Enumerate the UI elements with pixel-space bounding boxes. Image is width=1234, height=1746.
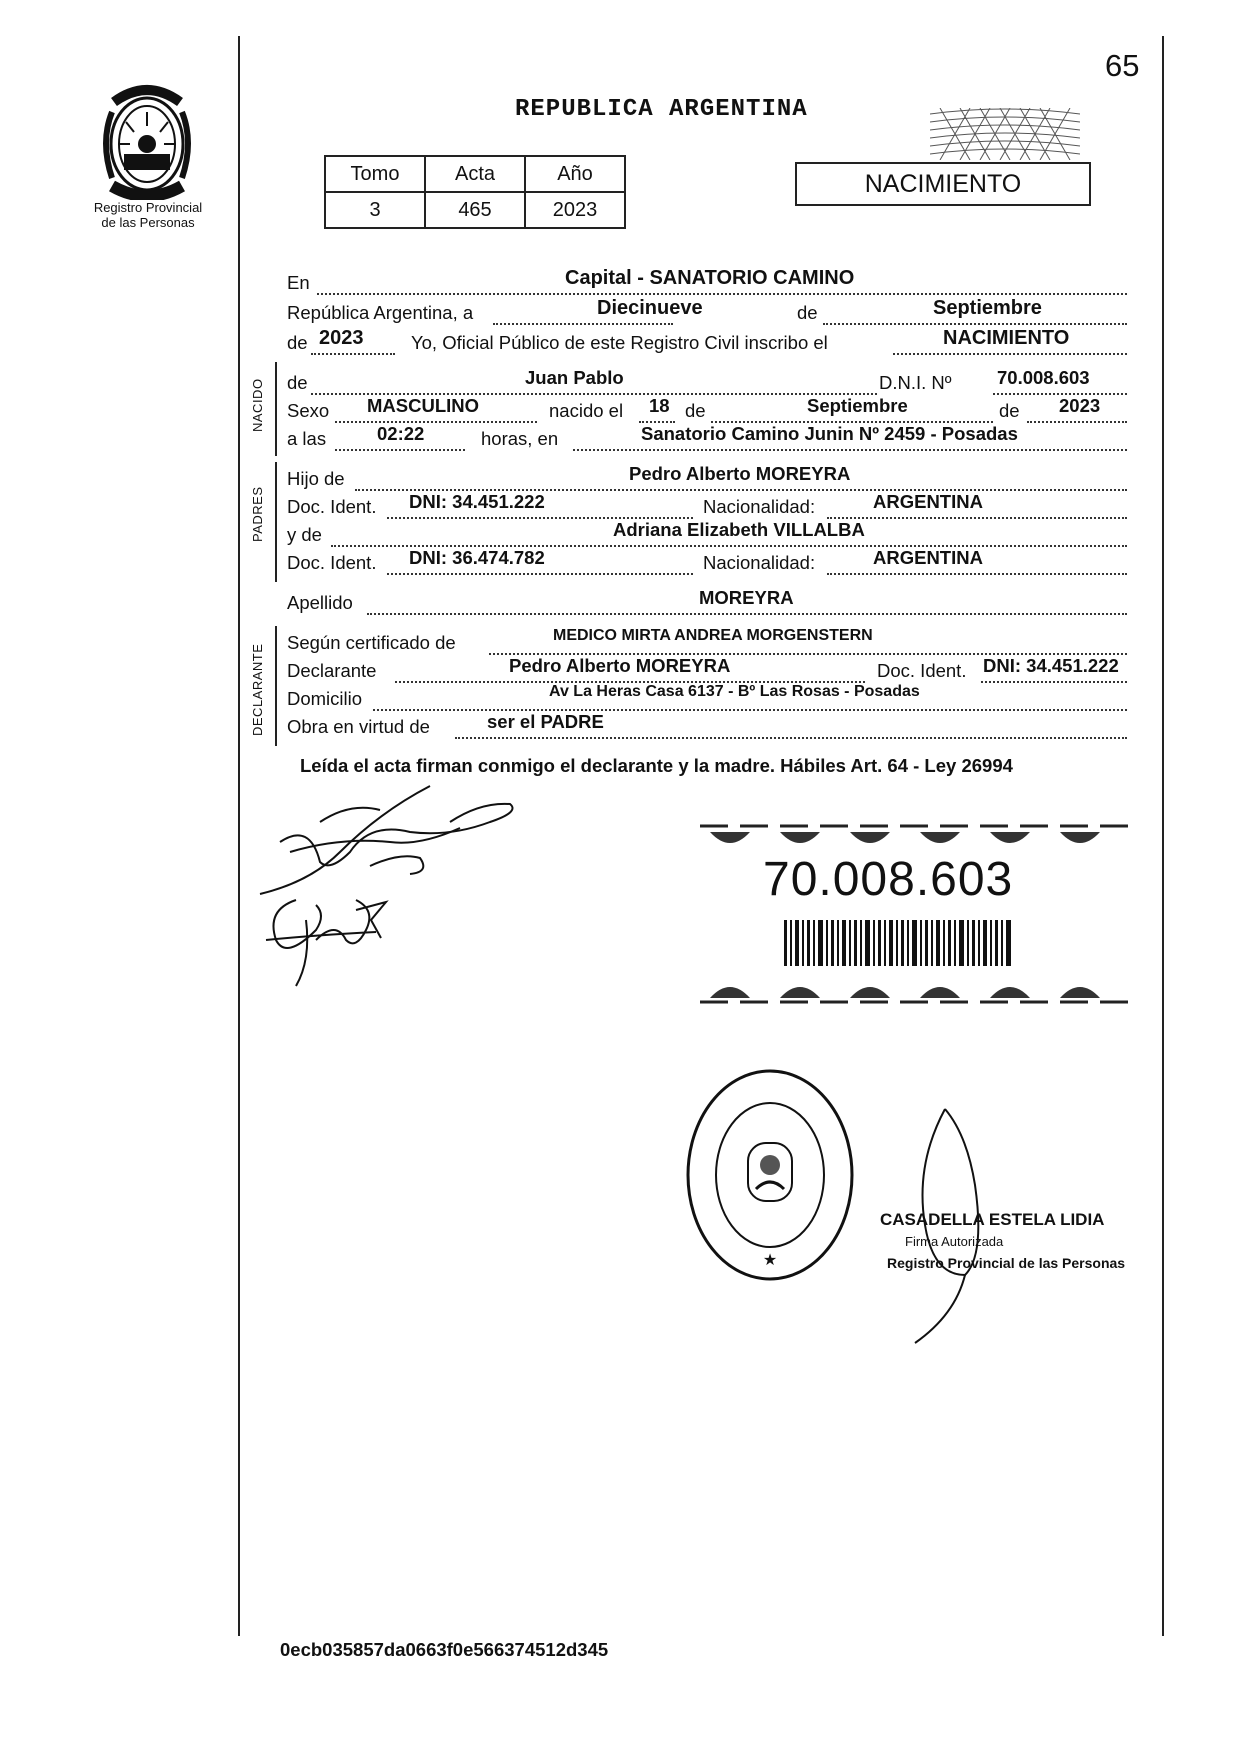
right-margin-line: [1162, 36, 1164, 1636]
a-las-label: a las: [287, 428, 327, 449]
anio-value: 2023: [525, 192, 625, 228]
document-title: REPUBLICA ARGENTINA: [515, 96, 808, 123]
registry-label-line2: de las Personas: [101, 215, 195, 230]
year-prefix-label: de: [287, 332, 308, 353]
de-label: de: [797, 302, 818, 323]
padres-section-label: PADRES: [250, 486, 265, 542]
anio-header: Año: [525, 156, 625, 192]
declarante-value: Pedro Alberto MOREYRA: [509, 655, 731, 676]
dni-label: D.N.I. Nº: [879, 372, 952, 393]
svg-text:★: ★: [762, 1252, 778, 1269]
birth-de-label: de: [685, 400, 706, 421]
misiones-seal-icon: [92, 82, 202, 200]
dni-value: 70.008.603: [997, 367, 1090, 388]
birth-year-value: 2023: [1059, 395, 1101, 416]
certificado-label: Según certificado de: [287, 632, 456, 653]
declarante-section-label: DECLARANTE: [250, 643, 265, 736]
birth-day-value: 18: [649, 395, 670, 416]
oficial-label: Yo, Oficial Público de este Registro Civil inscribo el: [411, 332, 828, 353]
signature-madre: [256, 880, 396, 995]
registry-table-header: [325, 156, 625, 192]
inscribo-value: NACIMIENTO: [943, 327, 1070, 349]
nacido-section-label: NACIDO: [250, 378, 265, 432]
registry-label: [78, 200, 218, 230]
security-hologram: [930, 108, 1080, 165]
officer-role: Firma Autorizada: [905, 1234, 1004, 1249]
row-domicilio: [287, 683, 1137, 712]
day-value: Diecinueve: [597, 297, 703, 319]
padre-doc-label: Doc. Ident.: [287, 496, 377, 517]
republica-label: República Argentina, a: [287, 302, 474, 323]
row-hijo-de: [287, 463, 1137, 492]
madre-nombre: Adriana Elizabeth VILLALBA: [613, 519, 865, 540]
declarante-doc-value: DNI: 34.451.222: [983, 655, 1119, 676]
dni-sticker: [700, 820, 1140, 1010]
registry-table: [324, 155, 626, 229]
registry-logo: [92, 82, 202, 205]
obra-value: ser el PADRE: [487, 711, 604, 732]
declarante-doc-label: Doc. Ident.: [877, 660, 967, 681]
officer-registry: Registro Provincial de las Personas: [887, 1255, 1126, 1271]
domicilio-value: Av La Heras Casa 6137 - Bº Las Rosas - Posadas: [549, 683, 920, 700]
horas-en-label: horas, en: [481, 428, 559, 449]
padre-nombre: Pedro Alberto MOREYRA: [629, 463, 851, 484]
sexo-value: MASCULINO: [367, 395, 480, 416]
row-fecha: [287, 297, 1137, 326]
hora-value: 02:22: [377, 423, 425, 444]
madre-doc-label: Doc. Ident.: [287, 552, 377, 573]
page-number: 65: [1105, 48, 1140, 83]
nacido-de-label: de: [287, 372, 308, 393]
row-hora: [287, 423, 1137, 452]
tomo-value: 3: [325, 192, 425, 228]
padre-doc-value: DNI: 34.451.222: [409, 491, 545, 512]
lugar-value: Sanatorio Camino Junin Nº 2459 - Posadas: [641, 423, 1018, 444]
left-margin-line: [238, 36, 240, 1636]
sticker-number: 70.008.603: [763, 853, 1014, 906]
registry-stamp-icon: [680, 1065, 860, 1285]
row-certificado: [287, 627, 1137, 656]
officer-name: CASADELLA ESTELA LIDIA: [880, 1210, 1105, 1229]
row-en: [287, 267, 1137, 296]
madre-nacionalidad-label: Nacionalidad:: [703, 552, 816, 573]
sticker-border-bottom-icon: [700, 974, 1140, 1010]
apellido-value: MOREYRA: [699, 587, 794, 608]
certificado-value: MEDICO MIRTA ANDREA MORGENSTERN: [553, 627, 873, 644]
row-apellido: [287, 587, 1137, 616]
nacido-bracket: [275, 362, 277, 456]
padre-nacionalidad-value: ARGENTINA: [873, 491, 983, 512]
registry-label-line1: Registro Provincial: [93, 200, 203, 215]
registry-table-values: [325, 192, 625, 228]
row-obra: [287, 711, 1137, 740]
padre-nacionalidad-label: Nacionalidad:: [703, 496, 816, 517]
en-value: Capital - SANATORIO CAMINO: [565, 267, 855, 289]
acta-header: Acta: [425, 156, 525, 192]
row-declarante: [287, 655, 1137, 684]
acta-value: 465: [425, 192, 525, 228]
document-hash: 0ecb035857da0663f0e566374512d345: [280, 1639, 609, 1660]
birth-month-value: Septiembre: [807, 395, 908, 416]
signature-scribble-icon: [256, 880, 396, 990]
row-madre-doc: [287, 547, 1137, 576]
row-nacido-nombre: [287, 367, 1137, 396]
month-value: Septiembre: [933, 297, 1042, 319]
tomo-header: Tomo: [325, 156, 425, 192]
sticker-border-top-icon: [700, 820, 1140, 856]
closing-text: Leída el acta firman conmigo el declarante y la madre. Hábiles Art. 64 - Ley 26994: [300, 755, 1013, 776]
row-sexo: [287, 395, 1137, 424]
y-de-label: y de: [287, 524, 322, 545]
barcode-icon: [784, 920, 1014, 966]
hologram-pattern-icon: [930, 108, 1080, 160]
year-value: 2023: [319, 327, 364, 349]
declarante-bracket: [275, 626, 277, 746]
row-y-de: [287, 519, 1137, 548]
en-label: En: [287, 272, 310, 293]
sexo-label: Sexo: [287, 400, 330, 421]
row-inscribo: [287, 327, 1137, 356]
domicilio-label: Domicilio: [287, 688, 363, 709]
apellido-label: Apellido: [287, 592, 353, 613]
obra-label: Obra en virtud de: [287, 716, 430, 737]
madre-nacionalidad-value: ARGENTINA: [873, 547, 983, 568]
madre-doc-value: DNI: 36.474.782: [409, 547, 545, 568]
delegation-stamp: [680, 1065, 860, 1290]
padres-bracket: [275, 462, 277, 582]
birth-de2-label: de: [999, 400, 1020, 421]
declarante-label: Declarante: [287, 660, 377, 681]
nacido-el-label: nacido el: [549, 400, 624, 421]
name-value: Juan Pablo: [525, 367, 624, 388]
hijo-de-label: Hijo de: [287, 468, 345, 489]
act-type-box: NACIMIENTO: [795, 162, 1091, 206]
row-padre-doc: [287, 491, 1137, 520]
